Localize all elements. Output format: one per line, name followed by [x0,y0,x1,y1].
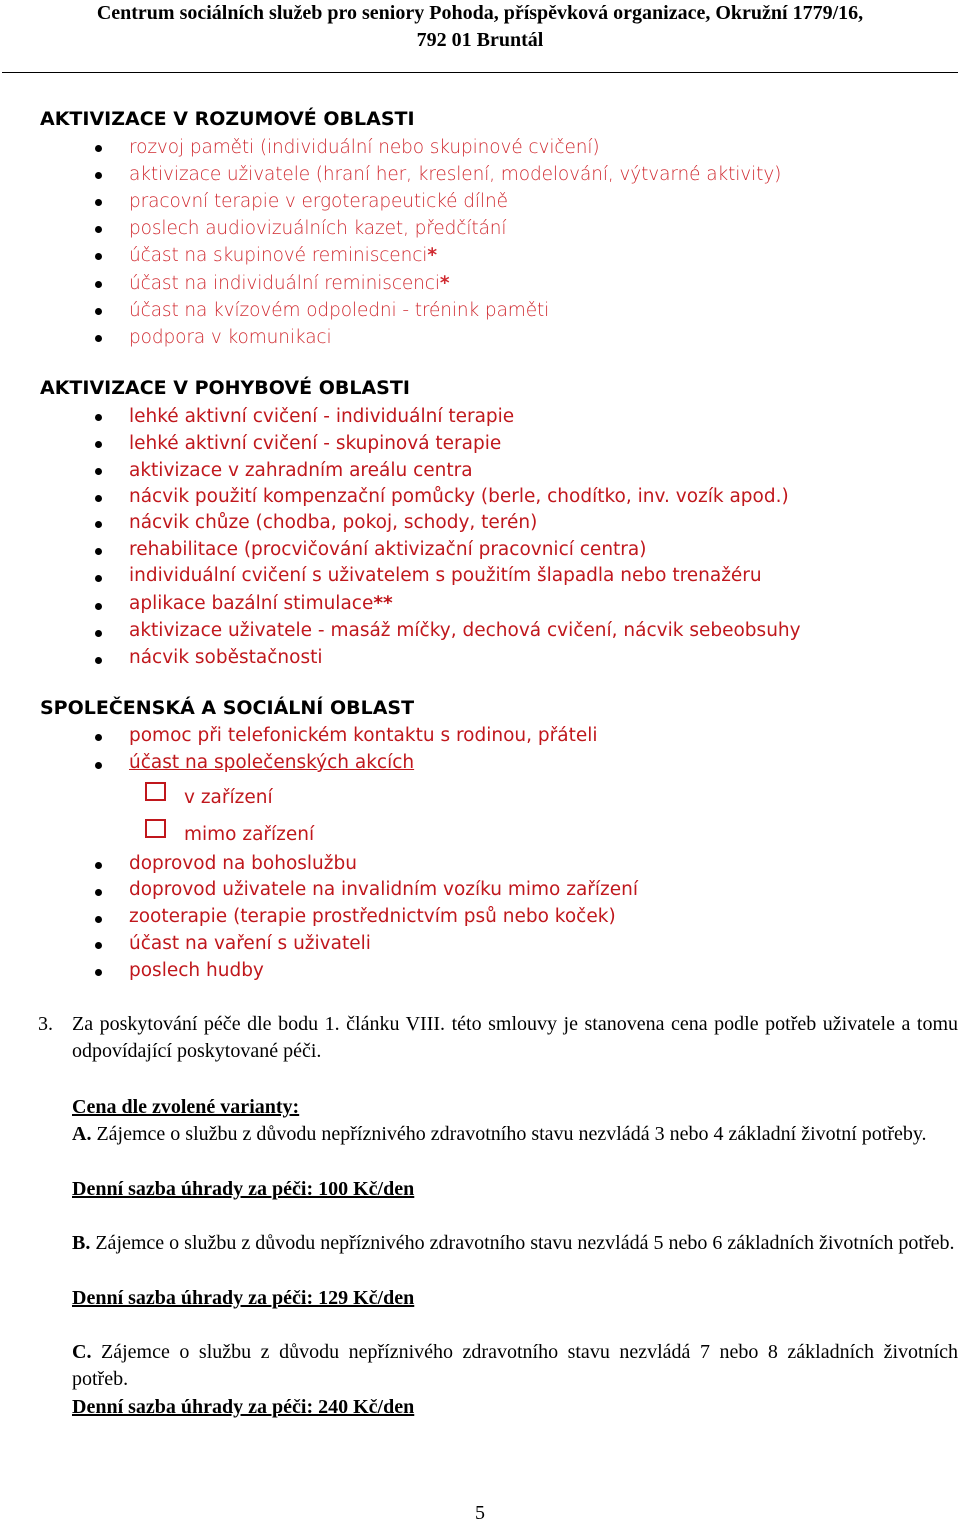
bullet [95,734,102,741]
list-item: individuální cvičení s uživatelem s použitím šlapadla nebo trenažéru [129,565,762,586]
list-item: doprovod na bohoslužbu [129,853,357,874]
list-item: poslech hudby [129,960,264,981]
bullet [95,253,102,260]
list-item: účast na společenských akcích [129,752,415,773]
document-header [0,0,960,54]
bullet [95,942,102,949]
list-item: doprovod uživatele na invalidním vozíku mimo zařízení [129,879,638,900]
variant-b-rate: Denní sazba úhrady za péči: 129 Kč/den [72,1287,415,1309]
list-item: pomoc při telefonickém kontaktu s rodinou, přáteli [129,725,598,746]
bullet [95,657,102,664]
bullet [95,521,102,528]
list-item [129,244,437,268]
list-item: nácvik soběstačnosti [129,647,323,668]
item-text: účast na individuální reminiscenci [129,273,440,294]
list-item: aktivizace uživatele (hraní her, kreslení, modelování, výtvarné aktivity) [129,164,782,185]
variant-label: B. [72,1232,91,1254]
variant-a-rate: Denní sazba úhrady za péči: 100 Kč/den [72,1178,415,1200]
checkbox-icon [145,819,166,838]
bullet [95,548,102,555]
variant-description: Zájemce o službu z důvodu nepříznivého zdravotního stavu nezvládá 5 nebo 6 základních životních potřeb. [95,1232,955,1254]
page-number: 5 [475,1502,485,1524]
point-number: 3. [38,1013,53,1035]
price-heading: Cena dle zvolené varianty: [72,1096,300,1118]
list-item: účast na kvízovém odpoledni - trénink paměti [129,300,550,321]
list-item: aktivizace uživatele - masáž míčky, dechová cvičení, nácvik sebeobsuhy [129,620,801,641]
sub-item: mimo zařízení [184,824,315,845]
bullet [95,630,102,637]
variant-c-text [72,1339,958,1393]
bullet [95,281,102,288]
point-3-text: Za poskytování péče dle bodu 1. článku VIII. této smlouvy je stanovena cena podle potřeb uživatele a tomu odpovídající poskytované péči. [72,1013,958,1062]
header-divider [2,72,958,73]
bullet [95,308,102,315]
list-item [129,272,450,296]
variant-label: A. [72,1123,92,1145]
list-item: rehabilitace (procvičování aktivizační pracovnicí centra) [129,539,647,560]
item-text: účast na skupinové reminiscenci [129,245,428,266]
list-item: pracovní terapie v ergoterapeutické dílně [129,191,508,212]
list-item: lehké aktivní cvičení - skupinová terapie [129,433,502,454]
list-item: zooterapie (terapie prostřednictvím psů nebo koček) [129,906,616,927]
bullet [95,441,102,448]
variant-description: Zájemce o službu z důvodu nepříznivého zdravotního stavu nezvládá 7 nebo 8 základních životních potřeb. [72,1341,959,1390]
list-item: lehké aktivní cvičení - individuální terapie [129,406,515,427]
bullet [95,603,102,610]
bullet [95,762,102,769]
bullet [95,199,102,206]
list-item [129,592,393,616]
bullet [95,495,102,502]
list-item: nácvik chůze (chodba, pokoj, schody, terén) [129,512,538,533]
section-title-rozumove: AKTIVIZACE V ROZUMOVÉ OBLASTI [40,108,415,130]
list-item: podpora v komunikaci [129,327,332,348]
variant-b-text [72,1230,958,1257]
bullet [95,862,102,869]
variant-a-text [72,1121,958,1148]
list-item: poslech audiovizuálních kazet, předčítání [129,218,507,239]
checkbox-icon [145,782,166,801]
bullet [95,172,102,179]
bullet [95,468,102,475]
bullet [95,889,102,896]
section-title-pohybove: AKTIVIZACE V POHYBOVÉ OBLASTI [40,377,410,399]
section-title-spolecenska: SPOLEČENSKÁ A SOCIÁLNÍ OBLAST [40,697,415,719]
bullet [95,575,102,582]
sub-item: v zařízení [184,787,273,808]
asterisk-mark: * [439,273,450,294]
item-text: aplikace bazální stimulace [129,593,374,614]
list-item: účast na vaření s uživateli [129,933,371,954]
list-item: aktivizace v zahradním areálu centra [129,460,473,481]
variant-label: C. [72,1341,92,1363]
variant-description: Zájemce o službu z důvodu nepříznivého zdravotního stavu nezvládá 3 nebo 4 základní životní potřeby. [96,1123,927,1145]
variant-c-rate: Denní sazba úhrady za péči: 240 Kč/den [72,1396,415,1418]
list-item: nácvik použití kompenzační pomůcky (berle, chodítko, inv. vozík apod.) [129,486,789,507]
bullet [95,414,102,421]
bullet [95,226,102,233]
bullet [95,916,102,923]
header-line-2: 792 01 Bruntál [416,29,544,51]
header-line-1: Centrum sociálních služeb pro seniory Pohoda, příspěvková organizace, Okružní 1779/16, [96,2,864,24]
asterisk-mark: * [427,245,437,266]
double-asterisk-mark: ** [373,593,393,614]
list-item: rozvoj paměti (individuální nebo skupinové cvičení) [129,137,600,158]
bullet [95,969,102,976]
bullet [95,335,102,342]
bullet [95,145,102,152]
